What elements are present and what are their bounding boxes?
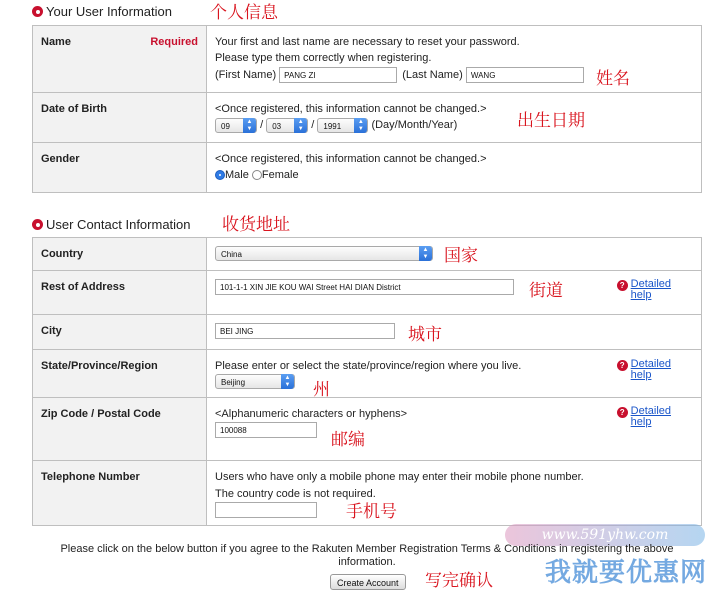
state-select[interactable] <box>215 374 295 389</box>
name-help-line1: Your first and last name are necessary to reset your password. <box>215 36 520 48</box>
city-input[interactable]: BEI JING <box>215 323 395 339</box>
question-icon: ? <box>617 280 628 291</box>
gender-label-cell <box>33 143 207 193</box>
city-label: City <box>41 325 62 337</box>
address-input[interactable]: 101-1-1 XIN JIE KOU WAI Street HAI DIAN District <box>215 279 514 295</box>
zip-help-link-2[interactable]: help <box>630 416 652 428</box>
state-label-cell <box>33 350 207 398</box>
dob-separator: / <box>260 119 264 131</box>
annotation-dob: 出生日期 <box>517 111 585 131</box>
annotation-zip: 邮编 <box>331 430 365 450</box>
name-label: Name <box>41 36 71 48</box>
country-value: China <box>221 250 242 259</box>
annotation-state: 州 <box>313 380 330 400</box>
dob-value-cell <box>207 93 702 143</box>
zip-note: <Alphanumeric characters or hyphens> <box>215 408 407 420</box>
dob-year-select[interactable] <box>317 118 368 133</box>
zip-label: Zip Code / Postal Code <box>41 408 161 420</box>
gender-female-radio[interactable] <box>252 170 262 180</box>
row-address <box>33 271 702 315</box>
gender-label: Gender <box>41 153 80 165</box>
chevron-updown-icon: ▲ ▼ <box>419 246 432 261</box>
annotation-create-account: 写完确认 <box>425 571 493 591</box>
zip-label-cell <box>33 398 207 461</box>
state-value: Beijing <box>221 378 246 387</box>
first-name-input[interactable]: PANG ZI <box>279 67 397 83</box>
address-help-link-2[interactable]: help <box>630 289 652 301</box>
name-help-line2: Please type them correctly when registering. <box>215 52 432 64</box>
country-label-cell <box>33 238 207 271</box>
required-badge: Required <box>150 36 198 48</box>
name-label-cell <box>33 26 207 93</box>
zip-input[interactable]: 100088 <box>215 422 317 438</box>
address-help-link[interactable]: Detailed <box>630 278 671 290</box>
gender-note: <Once registered, this information cannot be changed.> <box>215 153 487 165</box>
question-icon: ? <box>617 407 628 418</box>
state-help-link[interactable]: Detailed <box>630 358 671 370</box>
row-city <box>33 315 702 350</box>
row-zip <box>33 398 702 461</box>
dob-year-value: 1991 <box>323 121 342 131</box>
chevron-updown-icon: ▲ ▼ <box>294 118 307 133</box>
zip-help-link[interactable]: Detailed <box>630 405 671 417</box>
chevron-updown-icon: ▲ ▼ <box>243 118 256 133</box>
phone-label: Telephone Number <box>41 471 140 483</box>
address-label: Rest of Address <box>41 281 125 293</box>
dob-month-value: 03 <box>272 121 282 131</box>
annotation-name: 姓名 <box>596 69 630 89</box>
section-bullet-icon <box>32 219 43 230</box>
question-icon: ? <box>617 360 628 371</box>
row-state <box>33 350 702 398</box>
gender-male-label: Male <box>225 169 249 181</box>
terms-text <box>32 543 702 569</box>
section-title-text: Your User Information <box>46 4 172 19</box>
watermark-logo: 我就要优惠网 <box>544 558 707 588</box>
section-bullet-icon <box>32 6 43 17</box>
city-value-cell <box>207 315 702 350</box>
annotation-user-info: 个人信息 <box>210 3 278 23</box>
state-help[interactable] <box>617 359 671 381</box>
section-title-contact-info <box>32 217 191 232</box>
country-select[interactable] <box>215 246 433 261</box>
country-label: Country <box>41 248 84 260</box>
row-gender <box>33 143 702 193</box>
last-name-input[interactable]: WANG <box>466 67 584 83</box>
address-value-cell <box>207 271 702 315</box>
gender-male-radio[interactable] <box>215 170 225 180</box>
dob-day-select[interactable] <box>215 118 257 133</box>
dob-note: <Once registered, this information cannot be changed.> <box>215 103 487 115</box>
phone-help-line1: Users who have only a mobile phone may enter their mobile phone number. <box>215 471 584 483</box>
create-account-button[interactable]: Create Account <box>330 574 406 590</box>
terms-line2: information. <box>338 556 396 568</box>
dob-day-value: 09 <box>221 121 230 131</box>
address-help[interactable] <box>617 279 671 301</box>
annotation-address: 街道 <box>529 281 563 301</box>
address-label-cell <box>33 271 207 315</box>
dob-month-select[interactable] <box>266 118 308 133</box>
dob-separator: / <box>311 119 315 131</box>
zip-help[interactable] <box>617 406 671 428</box>
terms-line1: Please click on the below button if you agree to the Rakuten Member Registration Terms & Conditions in registering the above <box>60 543 674 555</box>
first-name-label: (First Name) <box>215 69 277 81</box>
dob-format: (Day/Month/Year) <box>371 119 458 131</box>
chevron-updown-icon: ▲ ▼ <box>281 374 294 389</box>
phone-input[interactable] <box>215 502 317 518</box>
state-value-cell <box>207 350 702 398</box>
phone-value-cell <box>207 461 702 526</box>
state-help-link-2[interactable]: help <box>630 369 652 381</box>
phone-label-cell <box>33 461 207 526</box>
phone-help-line2: The country code is not required. <box>215 488 376 500</box>
row-country <box>33 238 702 271</box>
state-note: Please enter or select the state/province/region where you live. <box>215 360 522 372</box>
annotation-phone: 手机号 <box>346 502 397 522</box>
section-title-text: User Contact Information <box>46 217 191 232</box>
city-label-cell <box>33 315 207 350</box>
chevron-updown-icon: ▲ ▼ <box>354 118 367 133</box>
contact-info-table <box>32 237 702 526</box>
annotation-country: 国家 <box>444 246 478 266</box>
annotation-contact-info: 收货地址 <box>222 215 290 235</box>
annotation-city: 城市 <box>408 325 442 345</box>
row-dob <box>33 93 702 143</box>
state-label: State/Province/Region <box>41 360 158 372</box>
watermark-url: www.591yhw.com <box>505 524 705 546</box>
gender-female-label: Female <box>261 169 299 181</box>
dob-label-cell <box>33 93 207 143</box>
gender-value-cell <box>207 143 702 193</box>
zip-value-cell <box>207 398 702 461</box>
last-name-label: (Last Name) <box>402 69 463 81</box>
dob-label: Date of Birth <box>41 103 107 115</box>
user-info-table <box>32 25 702 193</box>
section-title-user-info <box>32 4 172 19</box>
